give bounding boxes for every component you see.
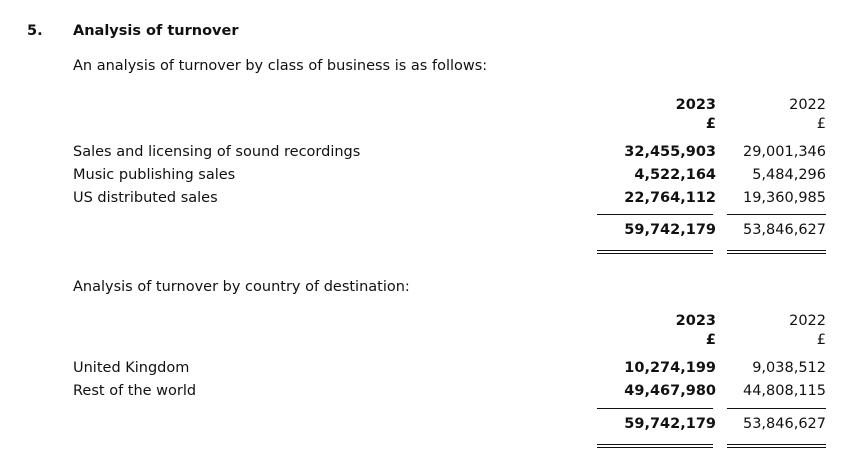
note-number: 5. <box>27 23 43 39</box>
section2-row-label: Rest of the world <box>73 383 197 399</box>
section1-row-label: US distributed sales <box>73 190 218 206</box>
note-title: Analysis of turnover <box>73 23 239 39</box>
section2-unit-2022: £ <box>816 332 826 348</box>
section1-unit-2022: £ <box>816 116 826 132</box>
section2-row-2022: 44,808,115 <box>742 383 826 399</box>
section1-row-label: Music publishing sales <box>73 167 236 183</box>
section1-row-2022: 5,484,296 <box>752 167 826 183</box>
section2-row-2023: 49,467,980 <box>624 383 716 399</box>
section1-unit-2023: £ <box>705 116 716 132</box>
section2-row-2022: 9,038,512 <box>752 360 826 376</box>
section1-row-2022: 29,001,346 <box>742 144 826 160</box>
section2-total-2022: 53,846,627 <box>742 416 826 432</box>
section2-header-2023: 2023 <box>675 313 716 329</box>
section2-row-2023: 10,274,199 <box>624 360 716 376</box>
section2-double-rule-2022-top <box>727 444 826 445</box>
section1-row-2023: 22,764,112 <box>624 190 716 206</box>
section1-row-label: Sales and licensing of sound recordings <box>73 144 361 160</box>
section2-unit-2023: £ <box>705 332 716 348</box>
section1-row-2023: 4,522,164 <box>634 167 716 183</box>
section2-subtotal-rule-2023 <box>597 408 713 409</box>
section2-double-rule-2023-top <box>597 444 713 445</box>
section2-row-label: United Kingdom <box>73 360 190 376</box>
section1-intro: An analysis of turnover by class of business is as follows: <box>73 58 488 74</box>
section1-row-2023: 32,455,903 <box>624 144 716 160</box>
section1-subtotal-rule-2023 <box>597 214 713 215</box>
section1-double-rule-2022-top <box>727 250 826 251</box>
section1-total-2022: 53,846,627 <box>742 222 826 238</box>
section1-row-2022: 19,360,985 <box>742 190 826 206</box>
section2-intro: Analysis of turnover by country of destination: <box>73 279 410 295</box>
section1-total-2023: 59,742,179 <box>624 222 716 238</box>
section2-header-2022: 2022 <box>789 313 826 329</box>
section1-double-rule-2022-bottom <box>727 253 826 254</box>
section1-header-2022: 2022 <box>789 97 826 113</box>
section1-header-2023: 2023 <box>675 97 716 113</box>
section2-total-2023: 59,742,179 <box>624 416 716 432</box>
section1-double-rule-2023-bottom <box>597 253 713 254</box>
section2-double-rule-2022-bottom <box>727 447 826 448</box>
section1-subtotal-rule-2022 <box>727 214 826 215</box>
section2-double-rule-2023-bottom <box>597 447 713 448</box>
section2-subtotal-rule-2022 <box>727 408 826 409</box>
section1-double-rule-2023-top <box>597 250 713 251</box>
